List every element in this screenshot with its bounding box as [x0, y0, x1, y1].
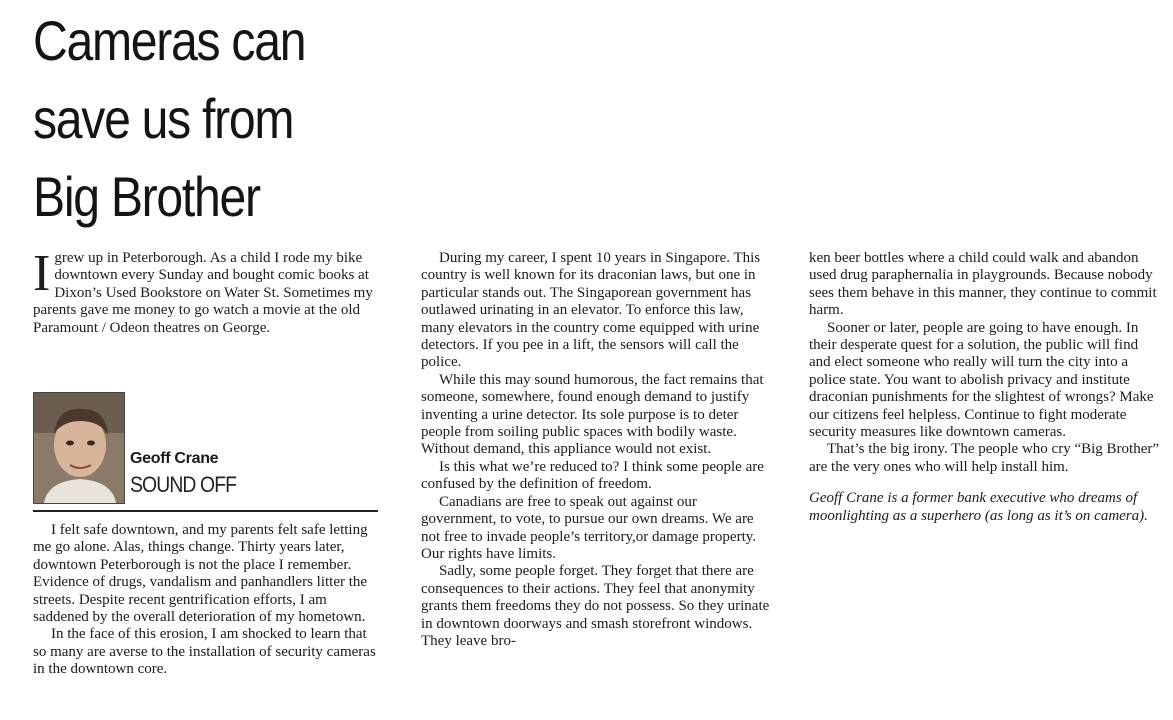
lead-paragraph [33, 245, 381, 337]
paragraph: I felt safe downtown, and my parents felt safe letting me go alone. Alas, things change. Thirty years later, downtown Peterborough is not the place I remember. Evidence of drugs, vandalism and panhandlers litter the streets. Despite recent gentrification efforts, I am saddened by the overall deterioration of my hometown. [33, 522, 368, 626]
byline-block [33, 392, 378, 512]
headline-line-2: save us from [33, 87, 294, 150]
paragraph: Sooner or later, people are going to have enough. In their desperate quest for a solution, the public will find and elect someone who really will turn the city into a police state. You want to abolish privacy and institute draconian punishments for the slightest of wrongs? Make our citizens feel helpless. Continue to fight moderate security measures like downtown cameras. [809, 319, 1154, 441]
drop-cap: I [33, 245, 51, 302]
author-photo [33, 392, 125, 504]
column-3 [809, 250, 1159, 525]
paragraph: While this may sound humorous, the fact remains that someone, somewhere, found enough demand to justify inventing a urine detector. Its sole purpose is to deter people from soiling public spaces with bodily waste. Without demand, this appliance would not exist. [421, 371, 764, 458]
paragraph: In the face of this erosion, I am shocked to learn that so many are averse to the installation of security cameras in the downtown core. [33, 626, 376, 678]
paragraph: That’s the big irony. The people who cry “Big Brother” are the very ones who will help install him. [809, 441, 1159, 475]
paragraph: Sadly, some people forget. They forget that there are consequences to their actions. They feel that anonymity grants them freedoms they do not possess. So they urinate in downtown doorways and smash storefront windows. They leave bro- [421, 563, 770, 649]
paragraph: Is this what we’re reduced to? I think some people are confused by the definition of freedom. [421, 458, 764, 493]
author-name: Geoff Crane [130, 450, 219, 467]
paragraph: ken beer bottles where a child could walk and abandon used drug paraphernalia in playgrounds. Because nobody sees them behave in this manner, they continue to commit harm. [809, 250, 1157, 319]
lead-text: grew up in Peterborough. As a child I rode my bike downtown every Sunday and bought comic books at Dixon’s Used Bookstore on Water St. Sometimes my parents gave me money to go watch a movie at the old Paramount / Odeon theatres on George. [33, 250, 373, 336]
author-bio: Geoff Crane is a former bank executive who dreams of moonlighting as a superhero (as long as it’s on camera). [809, 490, 1148, 524]
column-2 [421, 250, 771, 650]
headline-line-1: Cameras can [33, 9, 306, 72]
column-name: SOUND OFF [130, 472, 237, 497]
headline [33, 2, 343, 236]
paragraph: During my career, I spent 10 years in Singapore. This country is well known for its draconian laws, but one in particular stands out. The Singaporean government has outlawed urinating in an elevator. To enforce this law, many elevators in the country come equipped with urine detectors. If you pee in a lift, the sensors will call the police. [421, 250, 761, 371]
headline-line-3: Big Brother [33, 165, 260, 228]
paragraph: Canadians are free to speak out against our government, to vote, to pursue our own dreams. We are not free to invade people’s territory,or damage property. Our rights have limits. [421, 493, 757, 562]
author-portrait-icon [34, 393, 124, 503]
column-1-lead [33, 245, 381, 337]
column-1-body [33, 522, 381, 679]
